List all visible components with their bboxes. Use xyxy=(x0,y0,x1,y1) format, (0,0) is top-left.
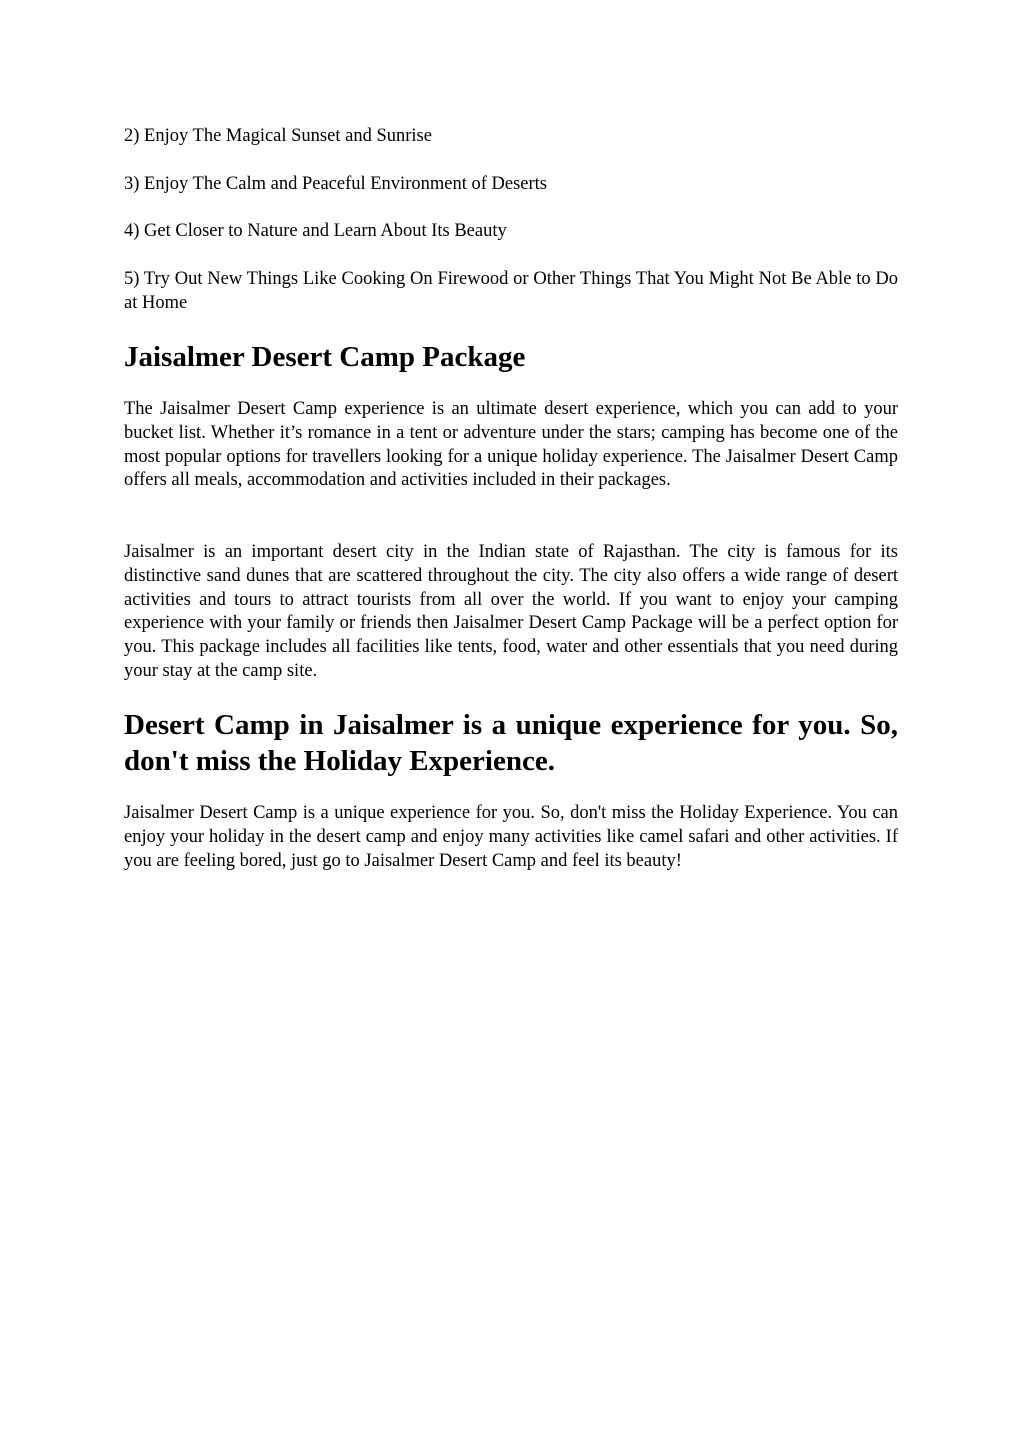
list-item: 2) Enjoy The Magical Sunset and Sunrise xyxy=(124,126,432,146)
paragraph: Jaisalmer Desert Camp is a unique experience for you. So, don't miss the Holiday Experience. You can enjoy your holiday in the desert camp and enjoy many activities like camel safari and other activities. If you are feeling bored, just go to Jaisalmer Desert Camp and feel its beauty! xyxy=(124,803,898,871)
paragraph: Jaisalmer is an important desert city in the Indian state of Rajasthan. The city is famous for its distinctive sand dunes that are scattered throughout the city. The city also offers a wide range of desert activities and tours to attract tourists from all over the world. If you want to enjoy your camping experience with your family or friends then Jaisalmer Desert Camp Package will be a perfect option for you. This package includes all facilities like tents, food, water and other essentials that you need during your stay at the camp site. xyxy=(124,542,898,681)
section-heading: Desert Camp in Jaisalmer is a unique experience for you. So, don't miss the Holiday Experience. xyxy=(124,709,898,777)
list-item: 3) Enjoy The Calm and Peaceful Environment of Deserts xyxy=(124,174,547,194)
list-item: 4) Get Closer to Nature and Learn About Its Beauty xyxy=(124,221,507,241)
list-item: 5) Try Out New Things Like Cooking On Firewood or Other Things That You Might Not Be Able to Do at Home xyxy=(124,269,898,313)
paragraph: The Jaisalmer Desert Camp experience is an ultimate desert experience, which you can add to your bucket list. Whether it’s romance in a tent or adventure under the stars; camping has become one of the most popular options for travellers looking for a unique holiday experience. The Jaisalmer Desert Camp offers all meals, accommodation and activities included in their packages. xyxy=(124,399,898,491)
section-heading: Jaisalmer Desert Camp Package xyxy=(124,341,526,373)
